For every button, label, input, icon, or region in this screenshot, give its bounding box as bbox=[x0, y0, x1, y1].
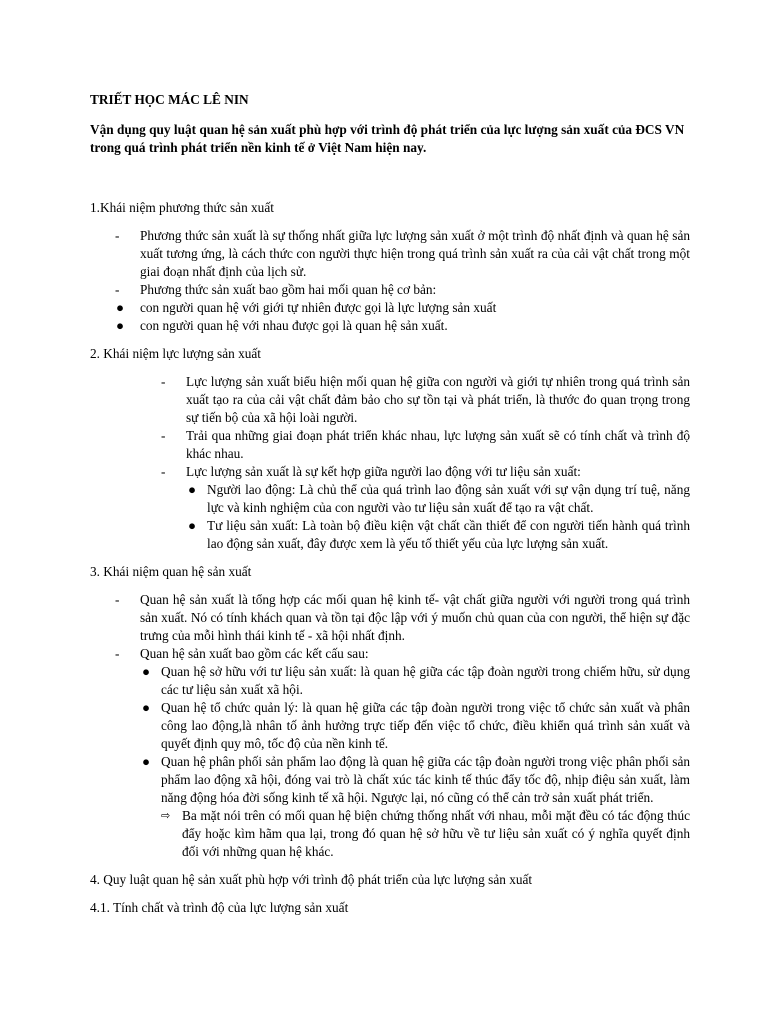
list-item bbox=[138, 463, 690, 553]
nested-list bbox=[186, 481, 690, 553]
section-3-heading: 3. Khái niệm quan hệ sản xuất bbox=[90, 564, 252, 579]
list-item bbox=[90, 227, 690, 281]
section-1-heading: 1.Khái niệm phương thức sản xuất bbox=[90, 200, 274, 215]
nested-list-item bbox=[186, 517, 690, 553]
list-item-text: con người quan hệ với giới tự nhiên được gọi là lực lượng sản xuất bbox=[140, 300, 497, 315]
list-item bbox=[138, 373, 690, 427]
list-item bbox=[90, 317, 690, 335]
list-item-text: Lực lượng sản xuất là sự kết hợp giữa người lao động với tư liệu sản xuất: bbox=[186, 464, 581, 479]
document-title: TRIẾT HỌC MÁC LÊ NIN bbox=[90, 92, 249, 107]
dash-marker: - bbox=[161, 428, 166, 443]
list-item-text: con người quan hệ với nhau được gọi là quan hệ sản xuất. bbox=[140, 318, 448, 333]
section-2-heading: 2. Khái niệm lực lượng sản xuất bbox=[90, 346, 262, 361]
list-item-text: Quan hệ sản xuất bao gồm các kết cấu sau: bbox=[140, 646, 369, 661]
list-item-text: Lực lượng sản xuất biểu hiện mối quan hệ giữa con người và giới tự nhiên trong quá trình sản xuất tạo ra của cải vật chất đảm bảo cho sự tồn tại và phát triển, là thước đo quan trọng trong sự tiến bộ của xã hội loài người. bbox=[186, 374, 690, 425]
bullet-marker: ● bbox=[188, 482, 197, 497]
bullet-marker: ● bbox=[142, 754, 151, 769]
section-2-list bbox=[90, 373, 690, 553]
nested-list-item bbox=[140, 699, 690, 753]
arrow-right-icon: ⇨ bbox=[161, 809, 171, 822]
list-item-text: Trải qua những giai đoạn phát triển khác nhau, lực lượng sản xuất sẽ có tính chất và trình độ khác nhau. bbox=[186, 428, 690, 461]
section-4-heading: 4. Quy luật quan hệ sản xuất phù hợp với trình độ phát triển của lực lượng sản xuất bbox=[90, 872, 533, 887]
list-item bbox=[90, 299, 690, 317]
list-item bbox=[90, 645, 690, 861]
dash-marker: - bbox=[161, 374, 166, 389]
dash-marker: - bbox=[115, 592, 120, 607]
bullet-marker: ● bbox=[188, 518, 197, 533]
dash-marker: - bbox=[115, 282, 120, 297]
section-4-1-heading: 4.1. Tính chất và trình độ của lực lượng sản xuất bbox=[90, 900, 349, 915]
list-item-text: Phương thức sản xuất là sự thống nhất giữa lực lượng sản xuất ở một trình độ nhất định và quan hệ sản xuất tương ứng, là cách thức con người thực hiện trong quá trình sản xuất ra của cải vật chất trong một giai đoạn nhất định của lịch sử. bbox=[140, 228, 690, 279]
document-body bbox=[90, 91, 690, 927]
arrow-list bbox=[161, 807, 690, 861]
list-item-text: Quan hệ tổ chức quản lý: là quan hệ giữa các tập đoàn người trong việc tổ chức sản xuất và phân công lao động,là nhân tố ảnh hưởng trực tiếp đến việc tổ chức, điều khiển quá trình sản xuất và quyết định quy mô, tốc độ của nền kinh tế. bbox=[161, 700, 690, 751]
nested-list bbox=[140, 663, 690, 861]
list-item bbox=[138, 427, 690, 463]
list-item bbox=[90, 281, 690, 299]
bullet-marker: ● bbox=[116, 318, 125, 333]
bullet-marker: ● bbox=[142, 664, 151, 679]
list-item-text: Quan hệ sở hữu với tư liệu sản xuất: là quan hệ giữa các tập đoàn người trong chiếm hữu, sử dụng các tư liệu sản xuất xã hội. bbox=[161, 664, 690, 697]
dash-marker: - bbox=[115, 646, 120, 661]
bullet-marker: ● bbox=[116, 300, 125, 315]
arrow-list-item bbox=[161, 807, 690, 861]
list-item bbox=[90, 591, 690, 645]
section-1-list bbox=[90, 227, 690, 335]
nested-list-item bbox=[140, 753, 690, 861]
list-item-text: Ba mặt nói trên có mối quan hệ biện chứng thống nhất với nhau, mỗi mặt đều có tác động thúc đẩy hoặc kìm hãm qua lại, trong đó quan hệ sở hữu về tư liệu sản xuất có ý nghĩa quyết định đối với những quan hệ khác. bbox=[182, 808, 690, 859]
section-3-list bbox=[90, 591, 690, 861]
list-item-text: Người lao động: Là chủ thể của quá trình lao động sản xuất với sự vận dụng trí tuệ, năng lực và kinh nghiệm của con người vào tư liệu sản xuất để tạo ra vật chất. bbox=[207, 482, 690, 515]
document-subtitle: Vận dụng quy luật quan hệ sản xuất phù hợp với trình độ phát triển của lực lượng sản xuất của ĐCS VN trong quá trình phát triển nền kinh tế ở Việt Nam hiện nay. bbox=[90, 122, 685, 155]
list-item-text: Tư liệu sản xuất: Là toàn bộ điều kiện vật chất cần thiết để con người tiến hành quá trình lao động sản xuất, đây được xem là yếu tố thiết yếu của lực lượng sản xuất. bbox=[207, 518, 690, 551]
nested-list-item bbox=[140, 663, 690, 699]
dash-marker: - bbox=[115, 228, 120, 243]
list-item-text: Phương thức sản xuất bao gồm hai mối quan hệ cơ bản: bbox=[140, 282, 437, 297]
list-item-text: Quan hệ phân phối sản phẩm lao động là quan hệ giữa các tập đoàn người trong việc phân phối sản phẩm lao động xã hội, đóng vai trò là chất xúc tác kinh tế thúc đẩy tốc độ, nhịp điệu sản xuất, làm năng động hóa đời sống kinh tế xã hội. Ngược lại, nó cũng có thể cản trở sản xuất phát triển. bbox=[161, 754, 690, 805]
dash-marker: - bbox=[161, 464, 166, 479]
nested-list-item bbox=[186, 481, 690, 517]
bullet-marker: ● bbox=[142, 700, 151, 715]
list-item-text: Quan hệ sản xuất là tổng hợp các mối quan hệ kinh tế- vật chất giữa người với người trong quá trình sản xuất. Nó có tính khách quan và tồn tại độc lập với ý muốn chủ quan của con người, thể hiện sự đặc trưng của mỗi hình thái kinh tế - xã hội nhất định. bbox=[140, 592, 690, 643]
